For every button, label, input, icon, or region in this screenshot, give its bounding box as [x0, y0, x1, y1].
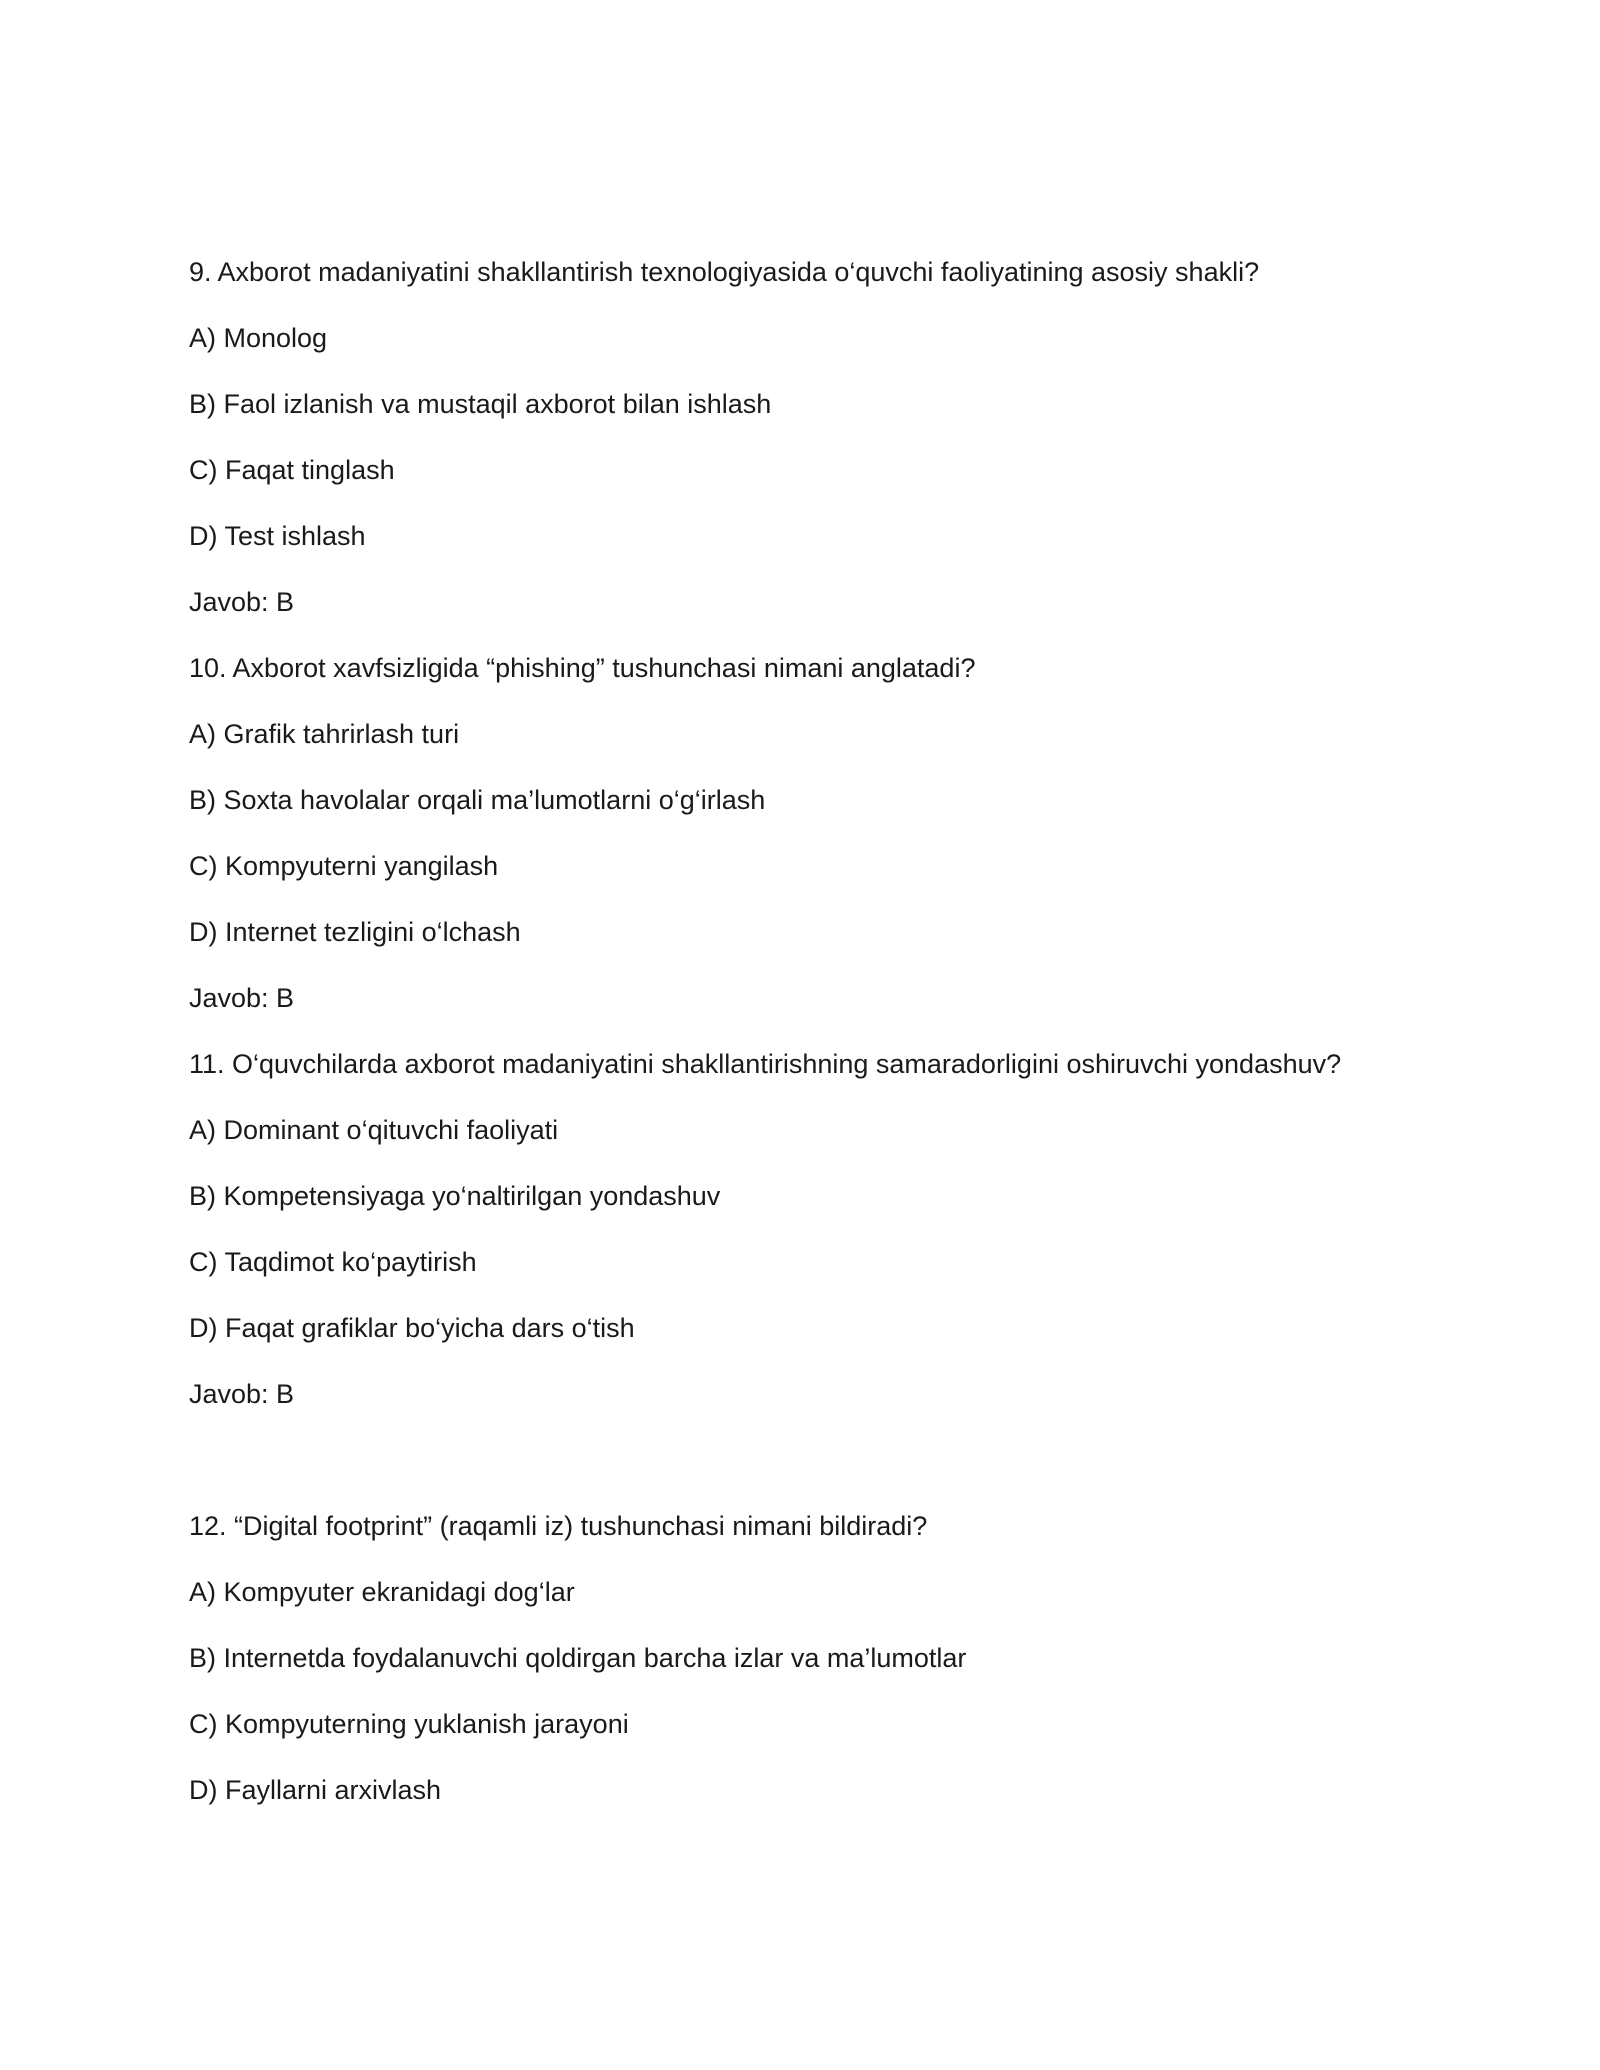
option-d: D) Test ishlash	[189, 521, 366, 551]
option-d: D) Fayllarni arxivlash	[189, 1775, 442, 1805]
option-a: A) Grafik tahrirlash turi	[189, 719, 460, 749]
answer-text: Javob: B	[189, 587, 295, 617]
answer-text: Javob: B	[189, 983, 295, 1013]
option-b: B) Faol izlanish va mustaqil axborot bilan ishlash	[189, 389, 772, 419]
answer-text: Javob: B	[189, 1379, 295, 1409]
question-text: 9. Axborot madaniyatini shakllantirish texnologiyasida o‘quvchi faoliyatining asosiy shakli?	[189, 257, 1260, 287]
option-c: C) Faqat tinglash	[189, 455, 395, 485]
option-c: C) Taqdimot ko‘paytirish	[189, 1247, 477, 1277]
option-d: D) Faqat grafiklar bo‘yicha dars o‘tish	[189, 1313, 635, 1343]
option-a: A) Dominant o‘qituvchi faoliyati	[189, 1115, 559, 1145]
option-a: A) Kompyuter ekranidagi dog‘lar	[189, 1577, 575, 1607]
option-a: A) Monolog	[189, 323, 328, 353]
option-c: C) Kompyuterni yangilash	[189, 851, 499, 881]
option-b: B) Soxta havolalar orqali ma’lumotlarni o‘g‘irlash	[189, 785, 766, 815]
question-text: 11. O‘quvchilarda axborot madaniyatini shakllantirishning samaradorligini oshiruvchi yondashuv?	[189, 1049, 1342, 1079]
option-b: B) Kompetensiyaga yo‘naltirilgan yondashuv	[189, 1181, 721, 1211]
question-text: 12. “Digital footprint” (raqamli iz) tushunchasi nimani bildiradi?	[189, 1511, 928, 1541]
question-text: 10. Axborot xavfsizligida “phishing” tushunchasi nimani anglatadi?	[189, 653, 976, 683]
option-d: D) Internet tezligini o‘lchash	[189, 917, 521, 947]
option-b: B) Internetda foydalanuvchi qoldirgan barcha izlar va ma’lumotlar	[189, 1643, 967, 1673]
option-c: C) Kompyuterning yuklanish jarayoni	[189, 1709, 629, 1739]
